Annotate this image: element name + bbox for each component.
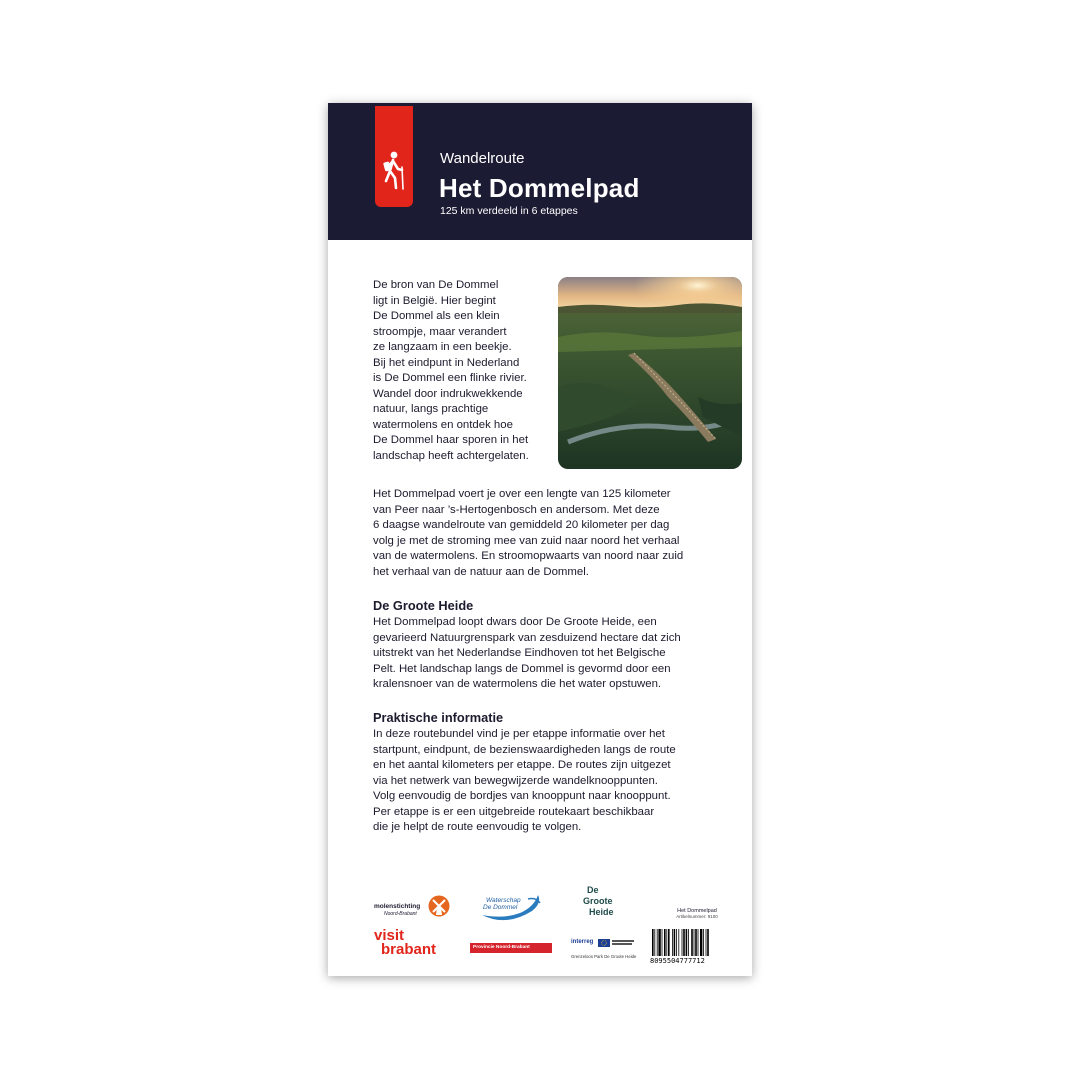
intro-line: watermolens en ontdek hoe: [373, 418, 513, 431]
brabant-word: brabant: [381, 941, 437, 958]
intro-line: ze langzaam in een beekje.: [373, 341, 512, 353]
groote-heide-word: Groote: [583, 896, 613, 906]
paragraph-line: volg je met de stroming mee van zuid naar noord het verhaal: [373, 534, 680, 547]
product-info: [662, 908, 732, 919]
barcode: [650, 929, 730, 969]
paragraph-line: Pelt. Het landschap langs de Dommel is gevormd door een: [373, 662, 671, 675]
intro-line: De bron van De Dommel: [373, 279, 499, 291]
heading-groote-heide: De Groote Heide: [373, 598, 474, 613]
groote-heide-word: Heide: [589, 907, 614, 917]
intro-line: Wandel door indrukwekkende: [373, 387, 523, 400]
intro-line: ligt in België. Hier begint: [373, 294, 496, 307]
interreg-name: interreg: [571, 939, 594, 945]
landscape-photo: [558, 277, 742, 469]
paragraph-route: [373, 487, 718, 580]
header-subtitle: 125 km verdeeld in 6 etappes: [440, 205, 578, 217]
paragraph-line: gevarieerd Natuurgrenspark van zesduizend hectare dat zich: [373, 631, 681, 644]
paragraph-line: die je helpt de route eenvoudig te volgen.: [373, 821, 582, 833]
paragraph-line: Het Dommelpad loopt dwars door De Groote Heide, een: [373, 616, 657, 628]
paragraph-line: kralensnoer van de watermolens die het water opstuwen.: [373, 678, 662, 690]
paragraph-line: uitstrekt van het Nederlandse Eindhoven tot het Belgische: [373, 647, 666, 659]
paragraph-line: het verhaal van de natuur aan de Dommel.: [373, 565, 589, 578]
header-kicker: Wandelroute: [440, 150, 525, 167]
barcode-group1: 095504: [654, 957, 680, 965]
barcode-number: [650, 957, 705, 965]
provincie-label: Provincie Noord-Brabant: [473, 945, 530, 950]
paragraph-line: van Peer naar ’s-Hertogenbosch en andersom. Met deze: [373, 503, 660, 516]
hiker-icon: [382, 151, 406, 191]
brochure-back-cover: [328, 103, 752, 976]
intro-line: natuur, langs prachtige: [373, 403, 489, 415]
intro-line: landschap heeft achtergelaten.: [373, 449, 529, 462]
paragraph-praktisch: [373, 727, 718, 836]
interreg-logo: [571, 939, 641, 959]
paragraph-line: Volg eenvoudig de bordjes van knooppunt naar knooppunt.: [373, 790, 671, 802]
page-title: Het Dommelpad: [439, 173, 640, 203]
paragraph-line: van de watermolens. En stroomopwaarts van noord naar zuid: [373, 550, 684, 562]
groote-heide-word: De: [587, 885, 599, 895]
visit-brabant-logo: [374, 929, 454, 963]
intro-line: De Dommel als een klein: [373, 310, 500, 322]
waterschap-line2: De Dommel: [483, 904, 518, 911]
molenstichting-name: molenstichting: [374, 903, 421, 910]
visit-word: visit: [374, 927, 405, 944]
paragraph-line: 6 daagse wandelroute van gemiddeld 20 kilometer per dag: [373, 519, 670, 531]
product-name: Het Dommelpad: [677, 908, 717, 914]
paragraph-line: startpunt, eindpunt, de bezienswaardigheden langs de route: [373, 743, 676, 756]
paragraph-line: In deze routebundel vind je per etappe informatie over het: [373, 728, 665, 740]
intro-line: De Dommel haar sporen in het: [373, 434, 529, 446]
molenstichting-region: Noord-Brabant: [384, 911, 417, 917]
paragraph-line: via het netwerk van bewegwijzerde wandelknooppunten.: [373, 774, 658, 787]
waterschap-line1: Waterschap: [486, 897, 521, 904]
paragraph-line: Het Dommelpad voert je over een lengte van 125 kilometer: [373, 488, 671, 500]
intro-line: stroompje, maar verandert: [373, 325, 507, 338]
barcode-group2: 777712: [679, 957, 705, 965]
heading-praktische-informatie: Praktische informatie: [373, 710, 504, 725]
interreg-caption: Grenzeloos Park De Groote Heide: [571, 954, 637, 959]
molenstichting-logo: [374, 899, 454, 921]
intro-text: [373, 278, 558, 464]
paragraph-line: Per etappe is er een uitgebreide routekaart beschikbaar: [373, 805, 655, 818]
groote-heide-logo: [581, 885, 631, 929]
route-badge: [375, 106, 413, 207]
intro-line: Bij het eindpunt in Nederland: [373, 356, 520, 369]
eu-flag-icon: [598, 939, 610, 947]
waterschap-logo: [476, 893, 546, 925]
intro-line: is De Dommel een flinke rivier.: [373, 372, 527, 384]
barcode-first-digit: 8: [650, 957, 655, 965]
header-band: [328, 103, 752, 240]
paragraph-groote-heide: [373, 615, 718, 693]
windmill-icon: [428, 895, 450, 917]
article-number: Artikelnummer: 9100: [676, 914, 718, 919]
provincie-logo: [470, 943, 552, 953]
paragraph-line: en het aantal kilometers per etappe. De routes zijn uitgezet: [373, 759, 671, 771]
